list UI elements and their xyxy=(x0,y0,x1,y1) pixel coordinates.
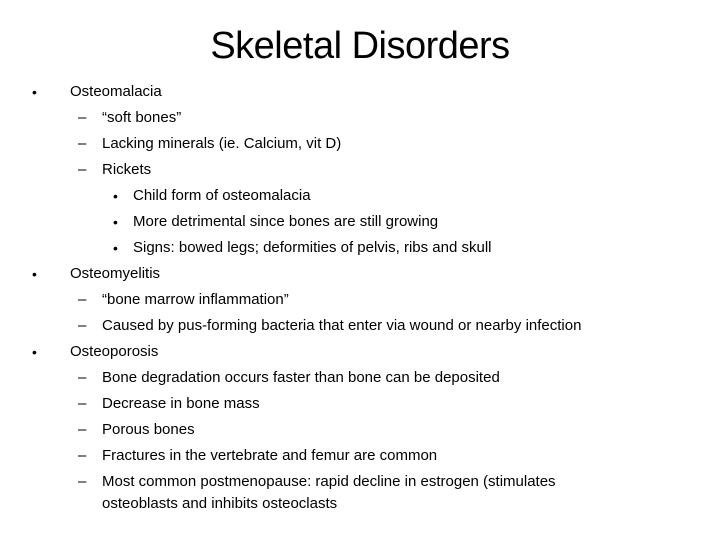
bullet-marker: • xyxy=(113,214,118,230)
bullet-marker: • xyxy=(32,344,37,360)
point-bone-marrow-inflammation: “bone marrow inflammation” xyxy=(102,291,289,308)
dash-marker: – xyxy=(78,291,87,308)
point-bone-degradation: Bone degradation occurs faster than bone can be deposited xyxy=(102,369,500,386)
point-fractures: Fractures in the vertebrate and femur are common xyxy=(102,447,438,464)
topic-osteomalacia: Osteomalacia xyxy=(70,83,162,100)
topic-osteomyelitis: Osteomyelitis xyxy=(70,265,161,282)
point-porous-bones: Porous bones xyxy=(102,421,195,438)
point-postmenopause-continuation: osteoblasts and inhibits osteoclasts xyxy=(102,495,338,512)
bullet-marker: • xyxy=(32,266,37,282)
slide-title: Skeletal Disorders xyxy=(210,25,510,67)
bullet-marker: • xyxy=(113,240,118,256)
point-pus-forming-bacteria: Caused by pus-forming bacteria that enter via wound or nearby infection xyxy=(102,317,582,334)
point-soft-bones: “soft bones” xyxy=(102,109,182,126)
rickets-detail-child-form: Child form of osteomalacia xyxy=(133,187,311,204)
dash-marker: – xyxy=(78,473,87,490)
dash-marker: – xyxy=(78,395,87,412)
bullet-marker: • xyxy=(32,84,37,100)
dash-marker: – xyxy=(78,421,87,438)
point-lacking-minerals: Lacking minerals (ie. Calcium, vit D) xyxy=(102,135,342,152)
dash-marker: – xyxy=(78,317,87,334)
bullet-marker: • xyxy=(113,188,118,204)
dash-marker: – xyxy=(78,135,87,152)
dash-marker: – xyxy=(78,161,87,178)
point-postmenopause: Most common postmenopause: rapid decline in estrogen (stimulates xyxy=(102,473,556,490)
dash-marker: – xyxy=(78,369,87,386)
rickets-detail-signs: Signs: bowed legs; deformities of pelvis, ribs and skull xyxy=(133,239,492,256)
rickets-detail-detrimental: More detrimental since bones are still growing xyxy=(133,213,439,230)
point-rickets: Rickets xyxy=(102,161,152,178)
dash-marker: – xyxy=(78,109,87,126)
dash-marker: – xyxy=(78,447,87,464)
topic-osteoporosis: Osteoporosis xyxy=(70,343,159,360)
point-decrease-bone-mass: Decrease in bone mass xyxy=(102,395,260,412)
